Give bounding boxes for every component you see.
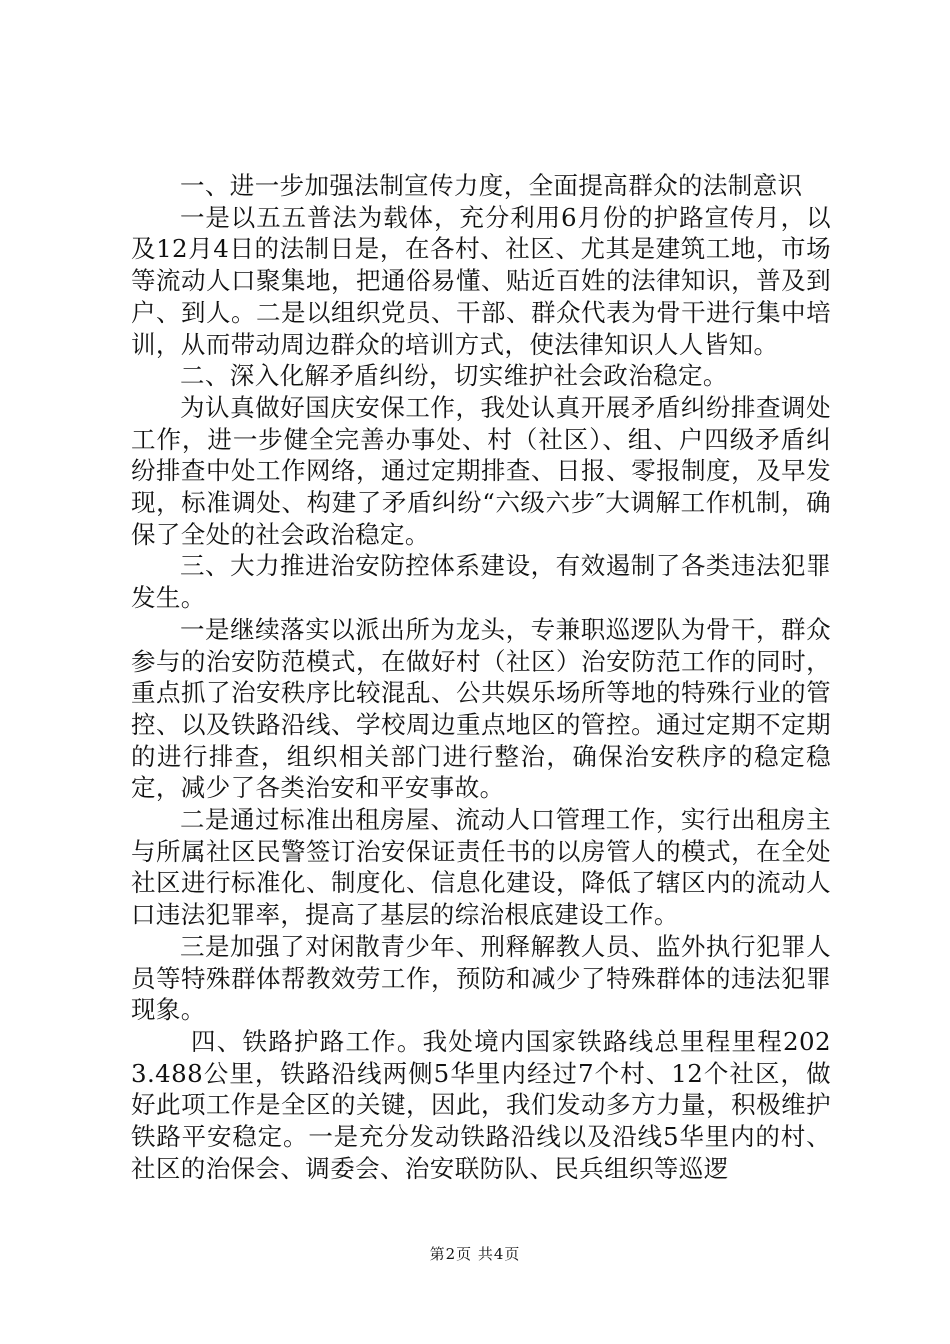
paragraph: 一是继续落实以派出所为龙头，专兼职巡逻队为骨干，群众参与的治安防范模式，在做好村（社区）治安防范工作的同时，重点抓了治安秩序比较混乱、公共娱乐场所等地的特殊行业的管控、以及铁路沿线、学校周边重点地区的管控。通过定期不定期的进行排查，组织相关部门进行整治，确保治安秩序的稳定稳定，减少了各类治安和平安事故。 <box>131 614 831 803</box>
paragraph: 一是以五五普法为载体，充分利用6月份的护路宣传月，以及12月4日的法制日是，在各村、社区、尤其是建筑工地，市场等流动人口聚集地，把通俗易懂、贴近百姓的法律知识，普及到户、到人。二是以组织党员、干部、群众代表为骨干进行集中培训，从而带动周边群众的培训方式，使法律知识人人皆知。 <box>131 202 831 359</box>
section-heading-3: 三、大力推进治安防控体系建设，有效遏制了各类违法犯罪发生。 <box>131 551 831 613</box>
paragraph: 为认真做好国庆安保工作，我处认真开展矛盾纠纷排查调处工作，进一步健全完善办事处、村（社区）、组、户四级矛盾纠纷排查中处工作网络，通过定期排查、日报、零报制度，及早发现，标准调处、构建了矛盾纠纷“六级六步″大调解工作机制，确保了全处的社会政治稳定。 <box>131 392 831 549</box>
paragraph: 三是加强了对闲散青少年、刑释解教人员、监外执行犯罪人员等特殊群体帮教效劳工作，预防和减少了特殊群体的违法犯罪现象。 <box>131 931 831 1025</box>
section-heading-2: 二、深入化解矛盾纠纷，切实维护社会政治稳定。 <box>180 361 728 391</box>
section-heading-4: 四、铁路护路工作。我处境内国家铁路线总里程里程2023.488公里，铁路沿线两侧5华里内经过7个村、12个社区，做好此项工作是全区的关键，因此，我们发动多方力量，积极维护铁路平安稳定。一是充分发动铁路沿线以及沿线5华里内的村、社区的治保会、调委会、治安联防队、民兵组织等巡逻 <box>131 1026 831 1183</box>
paragraph: 二是通过标准出租房屋、流动人口管理工作，实行出租房主与所属社区民警签订治安保证责任书的以房管人的模式，在全处社区进行标准化、制度化、信息化建设，降低了辖区内的流动人口违法犯罪率，提高了基层的综治根底建设工作。 <box>131 805 831 930</box>
page-footer: 第2页 共4页 <box>429 1245 521 1263</box>
section-heading-1: 一、进一步加强法制宣传力度，全面提高群众的法制意识 <box>180 171 803 200</box>
document-body <box>131 170 831 1185</box>
